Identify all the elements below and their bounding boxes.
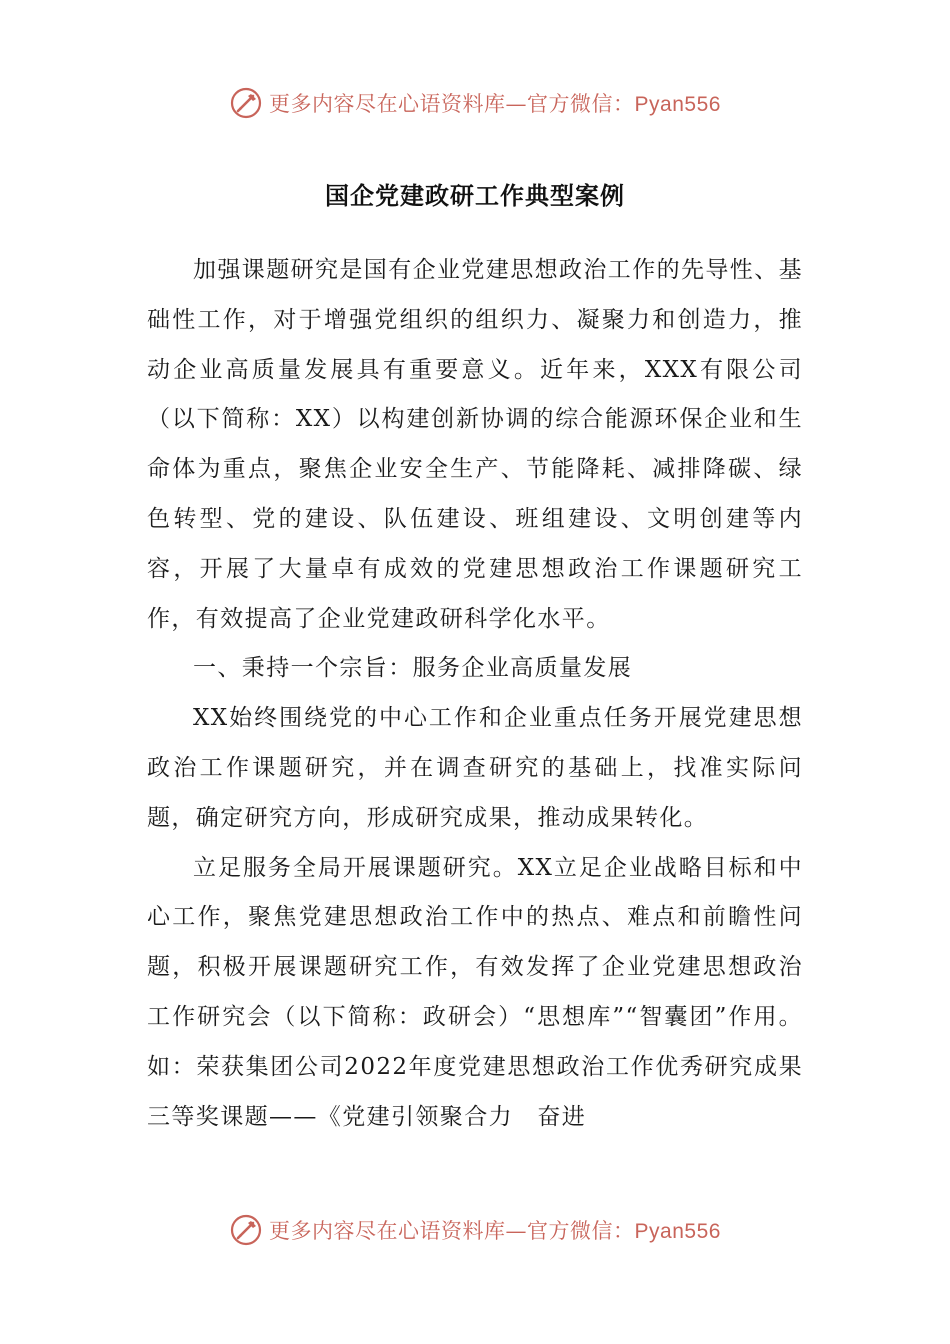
wechat-id: Pyan556 — [634, 93, 721, 116]
document-body — [147, 246, 803, 1142]
page-title: 国企党建政研工作典型案例 — [325, 182, 625, 210]
paragraph-research: 立足服务全局开展课题研究。XX立足企业战略目标和中心工作，聚焦党建思想政治工作中的热点、难点和前瞻性问题，积极开展课题研究工作，有效发挥了企业党建思想政治工作研究会（以下简称：政研会）“思想库”“智囊团”作用。如：荣获集团公司2022年度党建思想政治工作优秀研究成果三等奖课题——《党建引领聚合力 奋进 — [147, 854, 803, 1130]
header-banner — [0, 83, 950, 123]
banner-text: 更多内容尽在心语资料库—官方微信：Pyan556 — [269, 1219, 721, 1243]
paragraph-intro: 加强课题研究是国有企业党建思想政治工作的先导性、基础性工作，对于增强党组织的组织力、凝聚力和创造力，推动企业高质量发展具有重要意义。近年来，XXX有限公司（以下简称：XX）以构建创新协调的综合能源环保企业和生命体为重点，聚焦企业安全生产、节能降耗、减排降碳、绿色转型、党的建设、队伍建设、班组建设、文明创建等内容，开展了大量卓有成效的党建思想政治工作课题研究工作，有效提高了企业党建政研科学化水平。 — [147, 257, 803, 632]
banner-text: 更多内容尽在心语资料库—官方微信：Pyan556 — [269, 92, 721, 116]
footer-banner — [0, 1210, 950, 1250]
pen-circle-logo-icon — [229, 1213, 263, 1247]
wechat-id: Pyan556 — [634, 1220, 721, 1243]
section-heading-1: 一、秉持一个宗旨：服务企业高质量发展 — [193, 655, 633, 682]
paragraph-section-1: XX始终围绕党的中心工作和企业重点任务开展党建思想政治工作课题研究，并在调查研究的基础上，找准实际问题，确定研究方向，形成研究成果，推动成果转化。 — [147, 705, 803, 831]
pen-circle-logo-icon — [229, 86, 263, 120]
